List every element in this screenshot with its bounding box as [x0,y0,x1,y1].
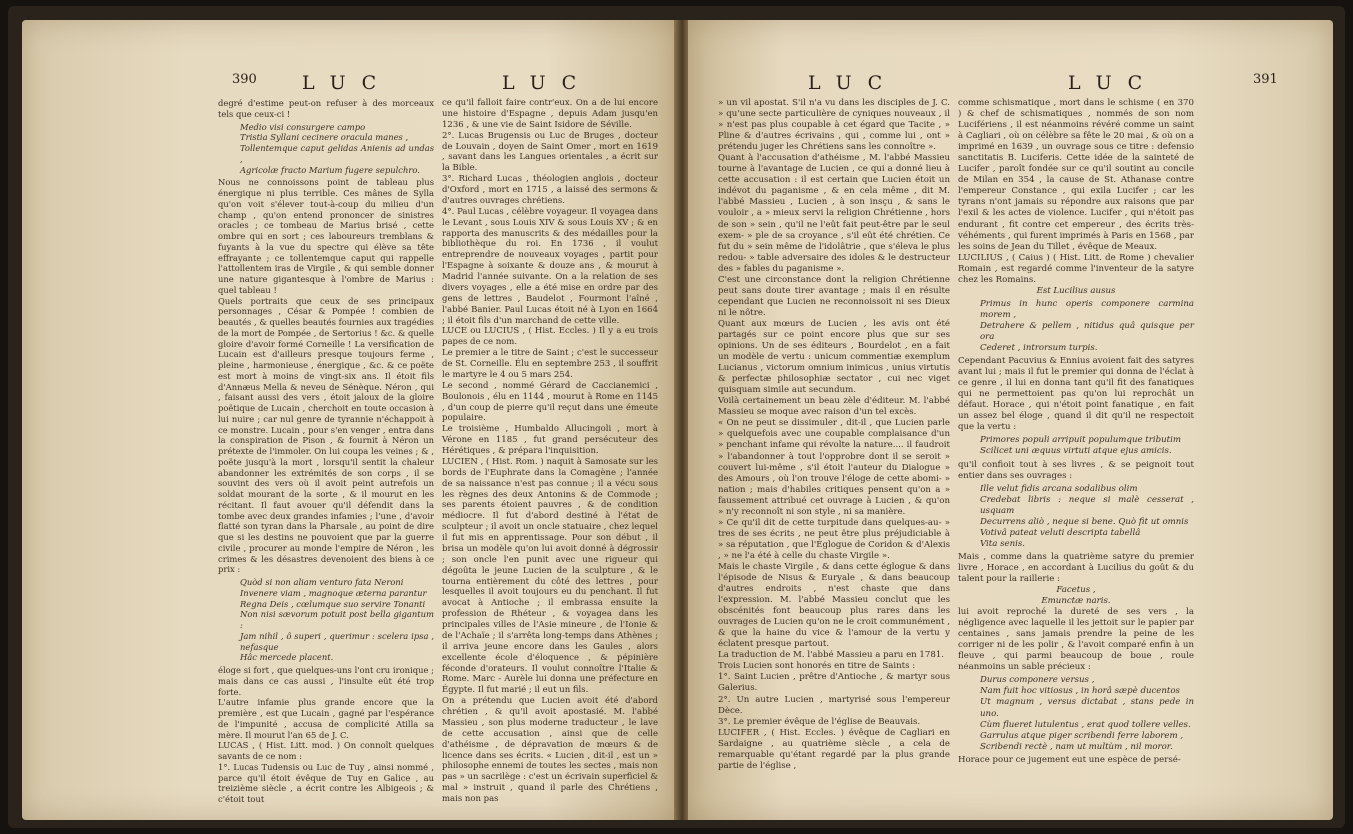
verse-quote [958,484,1194,550]
verse-line: Tollentemque caput gelidas Anienis ad undas , [240,143,434,164]
verse-line: Non nisi sævorum potuit post bella gigantum : [240,609,434,630]
paragraph: Le premier a le titre de Saint ; c'est le successeur de St. Corneille. Élu en septembre 253 , il souffrit le martyre le 4 ou 5 mars 254. [442,348,658,380]
verse-line: Detrahere & pellem , nitidus quâ quisque per ora [980,320,1194,342]
paragraph: éloge si fort , que quelques-uns l'ont cru ironique ; mais dans ce cas aussi , l'insulte eût été trop forte. [218,665,434,697]
paragraph: Le second , nommé Gérard de Caccianemici , Boulonois , élu en 1144 , mourut à Rome en 1145 , d'un coup de pierre qu'il reçut dans une émeute populaire. [442,380,658,424]
paragraph: L'autre infamie plus grande encore que la première , est que Lucain , gagné par l'espérance de l'impunité , accusa de complicité Atilla sa mère. Il mourut l'an 65 de J. C. [218,697,434,740]
verse-line: Scilicet uni æquus virtuti atque ejus amicis. [980,446,1172,457]
paragraph: » un vil apostat. S'il n'a vu dans les disciples de J. C. » qu'une secte particulière de cyniques nouveaux , il » n'est pas plus coupable à cet égard que Tacite , » Pline & d'autres écrivains , qui , comme lui , ont » prétendu juger les Chrétiens sans les connoître ». [718,98,950,153]
verse-line: Jam nihil , ô superi , querimur : scelera ipsa , nefasque [240,630,434,652]
paragraph: Nous ne connoissons point de tableau plus énergique ni plus terrible. Ces mânes de Sylla qu'on voit s'élever tout-à-coup du milieu d'un champ , qu'on entend prononcer de sinistres oracles ; ce tombeau de Marius brisé , cette ombre qui en sort ; ces laboureurs tremblans & fuyants à la vue du spectre qui élève sa tête effrayante ; ce tollentemque caput qui rappelle l'attollentem iras de Virgile , & qui semble donner une nature gigantesque à l'ombre de Marius : quel tableau ! [218,177,434,295]
centered-quote: Emunctæ naris. [1041,596,1111,607]
paragraph: lui avoit reproché la dureté de ses vers , la négligence avec laquelle il les jettoit sur le papier par centaines , sans jamais prendre la peine de les corriger ni de les polir , & l'avoit comparé enfin à un fleuve , qui parmi beaucoup de boue , roule néanmoins un sable précieux : [958,607,1194,673]
paragraph: Le troisième , Humbaldo Allucingoli , mort à Vérone en 1185 , fut grand persécuteur des Hérétiques , & prépara l'inquisition. [442,424,658,456]
paragraph: LUCE ou LUCIUS , ( Hist. Eccles. ) Il y a eu trois papes de ce nom. [442,326,658,348]
verse-line: Credebat libris : neque si malè cesserat , usquam [980,494,1194,516]
verse-line: Scribendi rectè , nam ut multùm , nil moror. [980,741,1173,752]
verse-line: Cederet , introrsum turpis. [980,343,1098,354]
verse-line: Medio visi consurgere campo [240,121,366,132]
verse-quote [958,435,1194,457]
verse-line: Decurrens aliò , neque si bene. Quò fit ut omnis [980,516,1189,527]
verse-quote [958,299,1194,354]
paragraph: 3°. Richard Lucas , théologien anglois , docteur d'Oxford , mort en 1715 , a laissé des sermons & d'autres ouvrages chrétiens. [442,174,658,206]
paragraph: comme schismatique , mort dans le schisme ( en 370 ) & chef de schismatiques , nommés de son nom Lucifériens , il est néanmoins révéré comme un saint à Cagliari , où on célèbre sa fête le 20 mai , & où on a imprimé en 1639 , un ouvrage sous ce titre : defensio sanctitatis B. Luciferis. Cette idée de la sainteté de Lucifer , paroît fondée sur ce qu'il soutint au concile de Milan en 354 , la cause de St. Athanase contre l'empereur Constance , qui exila Lucifer ; car les tyrans n'ont jamais su répondre aux raisons que par l'exil & les actes de violence. Lucifer , qui n'étoit pas endurant , fit contre cet empereur , des écrits très-véhéments , qui furent imprimés à Paris en 1568 , par les soins de Jean du Tillet , évêque de Meaux. [958,98,1194,252]
paragraph: La traduction de M. l'abbé Massieu a paru en 1781. [718,650,945,661]
paragraph: C'est une circonstance dont la religion Chrétienne peut sans doute tirer avantage ; mais il en résulte cependant que Lucien ne reconnoissoit ni ses Dieux ni le nôtre. [718,274,950,318]
left-running-head-1: LUC [302,72,393,94]
left-running-head-2: LUC [502,72,593,94]
verse-line: Nam fuit hoc vitiosus , in horâ sæpè ducentos [980,686,1180,697]
paragraph: 1°. Lucas Tudensis ou Luc de Tuy , ainsi nommé , parce qu'il étoit évêque de Tuy en Galice , au treizième siècle , a écrit contre les Albigeois ; & c'étoit tout [218,761,434,804]
verse-quote [218,122,434,176]
verse-line: Agricolæ fracto Marium fugere sepulchro. [240,164,420,175]
verse-line: Tristia Syllani cecinere oracula manes , [240,132,409,143]
left-page-number: 390 [232,72,257,87]
centered-quote: Facetus , [1056,585,1096,596]
paragraph: Quels portraits que ceux de ses principaux personnages , César & Pompée ! combien de beautés , & quelles beautés fournies aux tragédies de la mort de Pompée , de Sertorius ! &c. & quelle gloire d'avoir formé Corneille ! La versification de Lucain est d'ailleurs presque toujours ferme , pleine , harmonieuse , énergique , &c. & ce poëte est mort à moins de vingt-six ans. Il étoit fils d'Annæus Mella & neveu de Sénèque. Néron , qui , faisant aussi des vers , étoit jaloux de la gloire poëtique de Lucain , cherchoit en toute occasion à lui nuire ; car nul genre de tyrannie n'échappoit à ce monstre. Lucain , pour s'en venger , entra dans la conspiration de Pison , & fournit à Néron un prétexte de l'immoler. On lui coupa les veines ; & , poëte jusqu'à la mort , lorsqu'il sentit la chaleur abandonner les extrémités de son corps , il se souvint des vers où il avoit peint autrefois un soldat mourant de la sorte , & il mourut en les récitant. Il faut avouer qu'il défendit dans la tombe avec deux grandes infamies ; l'une , d'avoir flatté son tyran dans la Pharsale , au point de dire que si les destins ne pouvoient que par la guerre civile , procurer au monde l'empire de Néron , les crimes & les désastres devenoient des biens à ce prix : [218,295,434,575]
paragraph: 4°. Paul Lucas , célèbre voyageur. Il voyagea dans le Levant , sous Louis XIV & sous Louis XV ; & en rapporta des manuscrits & des médailles pour la bibliothèque du roi. En 1736 , il voulut entreprendre de nouveaux voyages , partit pour l'Espagne à soixante & douze ans , & mourut à Madrid l'année suivante. On a la relation de ses divers voyages , elle a été mise en ordre par des gens de lettres , Baudelot , Fourmont l'aîné , l'abbé Banier. Paul Lucas étoit né à Lyon en 1664 ; il étoit fils d'un marchand de cette ville. [442,206,658,326]
verse-line: Quòd si non aliam venturo fata Neroni [240,577,404,587]
paragraph: Cependant Pacuvius & Ennius avoient fait des satyres avant lui ; mais il fut le premier qui donna de l'éclat à ce genre , il lui en donna tant qu'il fit des fanatiques qui ne permettoient pas qu'on lui reprochât un défaut. Horace , qui n'étoit point fanatique , en fait un assez bel éloge , quand il dit qu'il ne respectoit que la vertu : [958,356,1194,433]
paragraph: LUCILIUS , ( Caius ) ( Hist. Litt. de Rome ) chevalier Romain , est regardé comme l'inventeur de la satyre chez les Romains. [958,252,1194,285]
left-column-2 [442,98,658,805]
right-column-2 [958,98,1194,766]
left-column-1 [218,98,434,805]
verse-line: Cùm flueret lutulentus , erat quod tollere velles. [980,719,1191,730]
right-running-head-2: LUC [1068,72,1159,94]
paragraph: Trois Lucien sont honorés en titre de Saints : [718,661,916,672]
paragraph: 1°. Saint Lucien , prêtre d'Antioche , & martyr sous Galerius. [718,672,950,694]
paragraph: LUCIEN , ( Hist. Rom. ) naquit à Samosate sur les bords de l'Euphrate dans la Comagène ; l'année de sa naissance n'est pas connue ; il a vécu sous les règnes des deux Antonins & de Commode ; ses parents étoient pauvres , & de condition médiocre. Il fut d'abord destiné à l'état de sculpteur ; il avoit un oncle statuaire , chez lequel il fut mis en apprentissage. Pour son début , il brisa un modèle qu'on lui avoit donné à dégrossir ; son oncle l'en punit avec une rigueur qui dégoûta le jeune Lucien de la sculpture , & le tourna entièrement du côté des lettres , pour lesquelles il avoit toujours eu du penchant. Il fut avocat à Antioche ; il embrassa ensuite la profession de Rhéteur , & voyagea dans les principales villes de l'Asie mineure , de l'Ionie & de l'Achaïe ; il s'arrêta long-temps dans Athènes ; il arriva jeune encore dans les Gaules , alors excellente école d'éloquence , & pépinière féconde d'orateurs. Il voulut connoître l'Italie & Rome. Marc - Aurèle lui donna une préfecture en Égypte. Il fut marié ; il eut un fils. [442,456,659,696]
left-page [22,20,677,820]
paragraph: « On ne peut se dissimuler , dit-il , que Lucien parle » quelquefois avec une coupable complaisance d'un » penchant infame qui révolte la nature.... il faudroit » l'abandonner à tout l'opprobre dont il se seroit » couvert lui-même , s'il étoit l'auteur du Dialogue » des Amours , où l'on trouve l'éloge de cette abomi- » nation ; mais d'habiles critiques pensent qu'on a » faussement attribué cet ouvrage à Lucien , & qu'on » n'y reconnoît ni son style , ni sa manière. [718,418,950,517]
paragraph: Quant aux mœurs de Lucien , les avis ont été partagés sur ce point encore plus que sur ses opinions. Un de ses éditeurs , Bourdelot , en a fait un modèle de vertu : unicum commentiæ exemplum Lucianus , victorum omnium inimicus , unius virtutis & perfectæ philosophiæ sectator , cui nec viget quisquam simile aut secundum. [718,318,950,396]
paragraph: 3°. Le premier évêque de l'église de Beauvais. [718,716,921,727]
paragraph: Mais le chaste Virgile , & dans cette églogue & dans l'épisode de Nisus & Euryale , & dans beaucoup d'autres endroits , n'est chaste que dans l'expression. M. l'abbé Massieu conclut que les obscénités font beaucoup plus rares dans les ouvrages de Lucien qu'on ne le croit communément , & que la haine du vice & l'amour de la vertu y éclatent presque partout. [718,561,950,650]
paragraph: 2°. Un autre Lucien , martyrisé sous l'empereur Dèce. [718,694,950,716]
verse-line: Votivâ pateat veluti descripta tabellâ [980,527,1141,538]
verse-line: Vita senis. [980,538,1026,549]
paragraph: » Ce qu'il dit de cette turpitude dans quelques-au- » tres de ses écrits , ne peut être plus préjudiciable à » sa réputation , que l'Églogue de Coridon & d'Alexis , » ne l'a été à celle du chaste Virgile ». [718,517,950,561]
paragraph: degré d'estime peut-on refuser à des morceaux tels que ceux-ci ! [218,98,434,119]
paragraph: LUCIFER , ( Hist. Eccles. ) évêque de Cagliari en Sardaigne , au quatrième siècle , a cela de remarquable qu'étant regardé par la plus grande partie de l'église , [718,727,950,771]
right-running-head-1: LUC [808,72,899,94]
paragraph: Quant à l'accusation d'athéisme , M. l'abbé Massieu tourne à l'avantage de Lucien , ce qui a donné lieu à cette accusation : il est certain que Lucien étoit un indévot du paganisme , & en cela même , dit M. l'abbé Massieu , Lucien , à son insçu , & sans le vouloir , a » mieux servi la religion Chrétienne , hors de son » sein , qu'il ne l'eût fait peut-être par le seul exem- » ple de sa croyance , s'il eût été chrétien. Ce fut du » sein même de l'idolâtrie , que s'éleva le plus redou- » table adversaire des idoles & le destructeur des » fables du paganisme ». [718,153,950,274]
book-spread [8,6,1345,828]
verse-line: Durus componere versus , [980,675,1095,686]
verse-line: Primus in hunc operis componere carmina morem , [980,298,1194,320]
verse-line: Hâc mercede placent. [240,652,334,663]
right-page [688,20,1333,820]
verse-line: Ut magnum , versus dictabat , stans pede in uno. [980,697,1194,719]
paragraph: ce qu'il falloit faire contr'eux. On a de lui encore une histoire d'Espagne , depuis Adam jusqu'en 1236 , & une vie de Saint Isidore de Séville. [442,98,658,130]
verse-line: Ille velut fidis arcana sodalibus olim [980,483,1138,494]
verse-line: Garrulus atque piger scribendi ferre laborem , [980,730,1184,741]
paragraph: LUCAS , ( Hist. Litt. mod. ) On connoît quelques savants de ce nom : [218,740,434,761]
verse-line: Regna Deis , cœlumque suo servire Tonanti [240,598,426,609]
verse-quote [958,675,1194,752]
verse-line: Invenere viam , magnoque æterna parantur [240,587,427,598]
paragraph: Mais , comme dans la quatrième satyre du premier livre , Horace , en accordant à Lucilius du goût & du talent pour la raillerie : [958,551,1194,584]
verse-line: Primores populi arripuit populumque tributim [980,435,1181,446]
paragraph: qu'il confioit tout à ses livres , & se peignoit tout entier dans ses ouvrages : [958,459,1194,481]
right-page-number: 391 [1253,72,1278,87]
right-column-1 [718,98,950,772]
verse-quote [218,577,434,663]
paragraph: Voilà certainement un beau zèle d'éditeur. M. l'abbé Massieu se moque avec raison d'un tel excès. [718,396,950,418]
centered-quote: Est Lucilius ausus [1036,285,1116,296]
paragraph: 2°. Lucas Brugensis ou Luc de Bruges , docteur de Louvain , doyen de Saint Omer , mort en 1619 , savant dans les Langues orientales , a écrit sur la Bible. [442,130,658,174]
paragraph: Horace pour ce jugement eut une espèce de persé- [958,754,1181,765]
paragraph: On a prétendu que Lucien avoit été d'abord chrétien , & qu'il avoit apostasié. M. l'abbé Massieu , son plus moderne traducteur , le lave de cette accusation , ainsi que de celle d'athéisme , de dépravation de mœurs & de licence dans ses écrits. « Lucien , dit-il , est un » philosophe ennemi de toutes les sectes , mais non pas » un sacrilège : c'est un écrivain superficiel & mal » instruit , quand il parle des Chrétiens , mais non pas [442,696,658,804]
